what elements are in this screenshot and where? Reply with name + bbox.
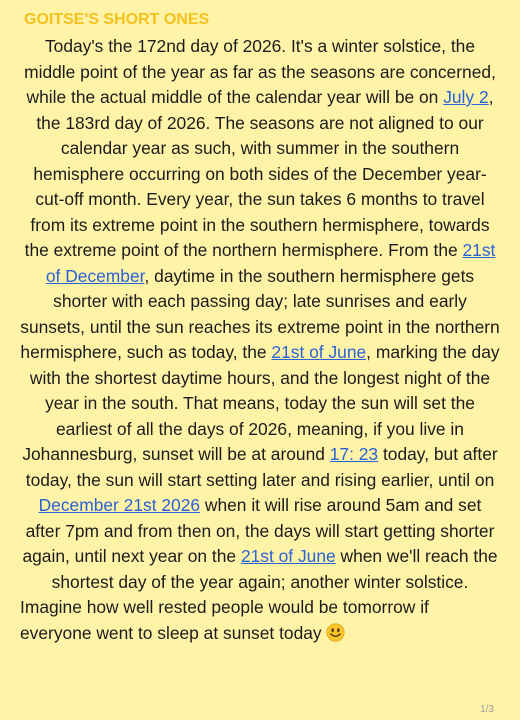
note-title: GOITSE'S SHORT ONES	[24, 11, 210, 28]
note-text-segment: when we'll reach the shortest day of the year again; another winter solstice.	[51, 546, 498, 592]
smiling-face-icon	[326, 623, 345, 642]
date-link-july-2[interactable]: July 2	[443, 87, 489, 107]
date-link-december-21st-2026[interactable]: December 21st 2026	[38, 495, 201, 515]
note-text-segment: when it will rise around 5am and set after 7pm and from then on, the days will start getting shorter again, until next year on the	[22, 495, 495, 566]
closing-text: Imagine how well rested people would be tomorrow if everyone went to sleep at sunset today	[20, 597, 429, 643]
note-text-segment: , daytime in the southern hermisphere gets shorter with each passing day; late sunrises and early sunsets, until the sun reaches its extreme point in the northern hermisphere, such as today, the	[20, 265, 500, 362]
note-paragraph	[20, 34, 500, 595]
time-link-17-23[interactable]: 17: 23	[329, 444, 379, 464]
date-link-21st-of-june-1[interactable]: 21st of June	[271, 342, 367, 362]
note-closing-line	[20, 595, 500, 646]
date-link-21st-of-december[interactable]: 21st of December	[45, 240, 496, 286]
date-link-21st-of-june-2[interactable]: 21st of June	[240, 546, 336, 566]
note-text-segment: Today's the 172nd day of 2026. It's a winter solstice, the middle point of the year as far as the seasons are concerned, while the actual middle of the calendar year will be on	[24, 36, 496, 107]
note-body[interactable]	[20, 34, 500, 646]
note-text-segment: today, but after today, the sun will start setting later and rising earlier, until on	[25, 444, 498, 490]
note-text-segment: , the 183rd day of 2026. The seasons are not aligned to our calendar year as such, with summer in the southern hemisphere occurring on both sides of the December year-cut-off month. Every year, the sun takes 6 months to travel from its extreme point in the southern hermisphere, towards the extreme point of the northern hermisphere. From the	[24, 87, 494, 260]
page-indicator: 1/3	[480, 704, 494, 715]
note-text-segment: , marking the day with the shortest daytime hours, and the longest night of the year in the south. That means, today the sun will set the earliest of all the days of 2026, meaning, if you live in Johannesburg, sunset will be at around	[22, 342, 500, 464]
